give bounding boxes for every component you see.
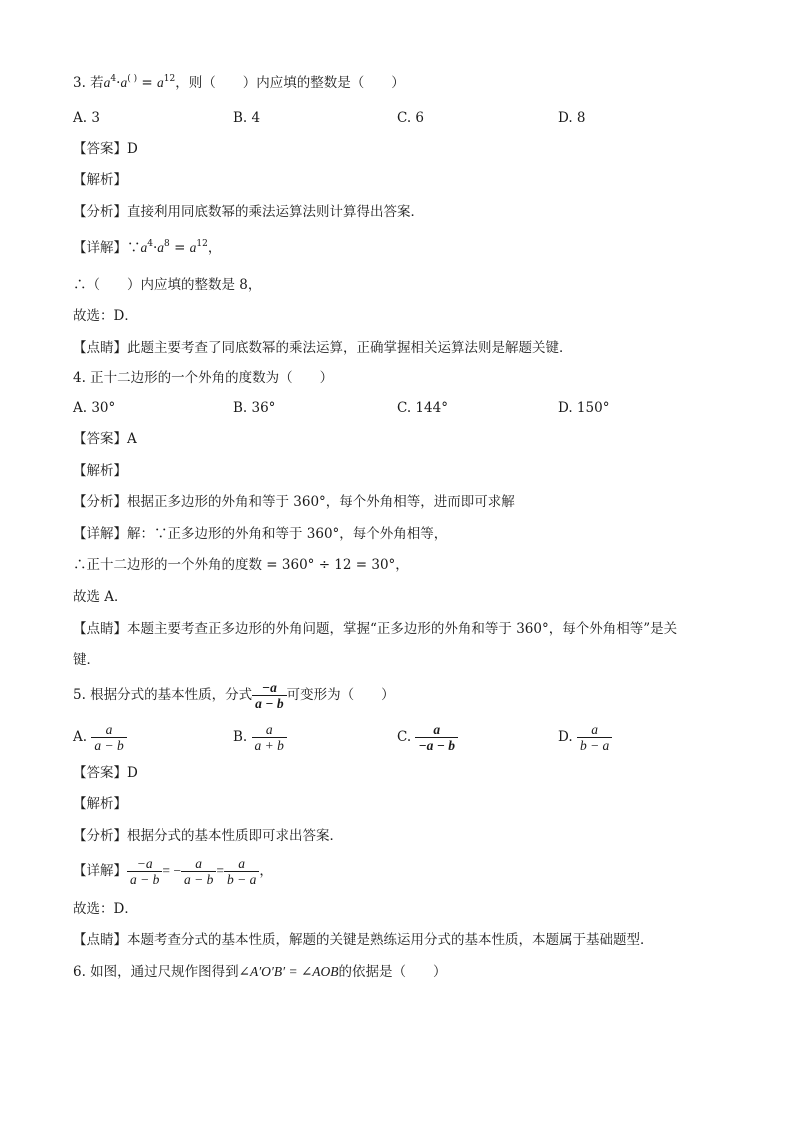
q5-option-a-den: a − b bbox=[91, 737, 126, 754]
q4-option-d: D. 150° bbox=[558, 400, 610, 416]
q5-option-b-num: a bbox=[265, 721, 273, 737]
q3-math-a3: a bbox=[157, 75, 164, 90]
q3-math-a2: a bbox=[120, 75, 128, 90]
q3-math-exp3: 12 bbox=[163, 74, 176, 84]
q5-stem-prefix: 5. 根据分式的基本性质，分式 bbox=[73, 687, 253, 703]
q5-option-b-label: B. bbox=[233, 729, 248, 745]
q3-detail-a2: a bbox=[157, 240, 165, 255]
q5-detail-fraction-3 bbox=[224, 856, 259, 888]
q4-dianjing-line2: 键． bbox=[73, 652, 100, 668]
q3-stem-prefix: 3. 若 bbox=[73, 75, 104, 91]
q5-option-a-num: a bbox=[105, 721, 113, 737]
q3-detail-a3: a bbox=[189, 240, 197, 255]
q5-detail-suffix: ， bbox=[259, 863, 273, 879]
q5-detail-prefix: 【详解】 bbox=[73, 863, 127, 879]
q4-choose: 故选 A． bbox=[73, 589, 128, 605]
q4-answer: 【答案】A bbox=[73, 431, 137, 447]
q4-dianjing-line1: 【点睛】本题主要考查正多边形的外角问题，掌握“正多边形的外角和等于 360°，每个外角相等”是关 bbox=[73, 621, 678, 637]
q5-detail-f2-num: a bbox=[195, 855, 203, 871]
q4-analysis-title: 【解析】 bbox=[73, 463, 127, 479]
q5-detail-f2-den: a − b bbox=[181, 871, 216, 888]
q5-choose: 故选：D． bbox=[73, 901, 138, 917]
q5-stem-numerator: −a bbox=[261, 679, 277, 695]
q5-option-b-den: a + b bbox=[252, 737, 287, 754]
q5-detail bbox=[73, 854, 273, 888]
q4-therefore: ∴正十二边形的一个外角的度数 = 360° ÷ 12 = 30°， bbox=[73, 557, 409, 573]
q3-detail-exp3: 12 bbox=[196, 239, 208, 249]
q5-detail-f1-num: −a bbox=[136, 855, 153, 871]
q5-stem bbox=[73, 678, 395, 712]
q3-detail bbox=[73, 238, 221, 258]
q3-fenxi: 【分析】直接利用同底数幂的乘法运算法则计算得出答案． bbox=[73, 204, 424, 220]
q3-math-exp1: 4 bbox=[110, 74, 117, 84]
q3-therefore: ∴（ ）内应填的整数是 8， bbox=[73, 277, 262, 293]
q3-detail-exp1: 4 bbox=[147, 239, 153, 249]
q5-dianjing: 【点睛】本题考查分式的基本性质，解题的关键是熟练运用分式的基本性质，本题属于基础题型． bbox=[73, 932, 654, 948]
q5-detail-f3-den: b − a bbox=[224, 871, 259, 888]
q5-detail-eq1: = − bbox=[162, 863, 181, 878]
q3-analysis-title: 【解析】 bbox=[73, 172, 127, 188]
q3-math-dot: · bbox=[116, 75, 121, 91]
q6-stem-suffix: 的依据是（ ） bbox=[338, 964, 447, 980]
q3-choose: 故选：D． bbox=[73, 308, 138, 324]
q3-option-c: C. 6 bbox=[397, 110, 425, 126]
q5-answer: 【答案】D bbox=[73, 765, 138, 781]
q5-option-d-den: b − a bbox=[577, 737, 612, 754]
q4-option-c: C. 144° bbox=[397, 400, 448, 416]
q3-detail-dot: · bbox=[152, 240, 158, 256]
q5-option-a bbox=[73, 720, 127, 754]
q3-detail-prefix: 【详解】∵ bbox=[73, 240, 141, 256]
q3-option-d: D. 8 bbox=[558, 110, 586, 126]
q5-option-a-fraction bbox=[91, 722, 126, 754]
q6-stem-prefix: 6. 如图，通过尺规作图得到 bbox=[73, 964, 239, 980]
q5-option-b bbox=[233, 720, 287, 754]
q3-option-b: B. 4 bbox=[233, 110, 261, 126]
q3-stem bbox=[73, 73, 405, 93]
q5-analysis-title: 【解析】 bbox=[73, 796, 127, 812]
q5-stem-suffix: 可变形为（ ） bbox=[286, 687, 395, 703]
q5-option-d-label: D. bbox=[558, 729, 573, 745]
q3-detail-a1: a bbox=[140, 240, 148, 255]
q5-detail-f3-num: a bbox=[238, 855, 246, 871]
q5-detail-f1-den: a − b bbox=[127, 871, 162, 888]
q3-math-a1: a bbox=[103, 75, 111, 90]
q5-option-c-label: C. bbox=[397, 729, 412, 745]
q4-option-a: A. 30° bbox=[73, 400, 116, 416]
q5-detail-fraction-1 bbox=[127, 856, 162, 888]
q3-detail-suffix: ， bbox=[207, 240, 222, 256]
q3-dianjing: 【点睛】此题主要考查了同底数幂的乘法运算，正确掌握相关运算法则是解题关键． bbox=[73, 340, 573, 356]
q4-option-b: B. 36° bbox=[233, 400, 276, 416]
q5-fenxi: 【分析】根据分式的基本性质即可求出答案． bbox=[73, 828, 343, 844]
q3-answer: 【答案】D bbox=[73, 141, 138, 157]
q4-detail: 【详解】解：∵正多边形的外角和等于 360°，每个外角相等， bbox=[73, 526, 448, 542]
q6-stem bbox=[73, 962, 447, 982]
q6-stem-math: ∠A′O′B′ = ∠AOB bbox=[238, 964, 339, 979]
q3-math-exp2: ( ) bbox=[127, 74, 138, 84]
q5-option-b-fraction bbox=[252, 722, 287, 754]
q4-fenxi: 【分析】根据正多边形的外角和等于 360°，每个外角相等，进而即可求解 bbox=[73, 494, 515, 510]
q3-detail-eq: = bbox=[174, 240, 186, 256]
q5-option-d-num: a bbox=[591, 721, 598, 737]
q5-option-d-fraction bbox=[577, 722, 612, 754]
q5-option-a-label: A. bbox=[73, 729, 88, 745]
q4-stem: 4. 正十二边形的一个外角的度数为（ ） bbox=[73, 370, 334, 386]
q3-math-eq: = bbox=[141, 75, 153, 91]
q5-option-c bbox=[397, 720, 458, 754]
q5-option-c-fraction bbox=[415, 722, 458, 754]
q5-option-d bbox=[558, 720, 612, 754]
q5-detail-fraction-2 bbox=[181, 856, 216, 888]
q3-option-a: A. 3 bbox=[73, 110, 100, 126]
q3-stem-suffix: ，则（ ）内应填的整数是（ ） bbox=[175, 75, 405, 91]
q5-detail-eq2: = bbox=[216, 863, 224, 878]
q5-stem-denominator: a − b bbox=[252, 695, 286, 712]
q5-stem-fraction bbox=[252, 680, 286, 712]
q3-detail-exp2: 8 bbox=[164, 239, 170, 249]
q5-option-c-num: a bbox=[433, 721, 441, 737]
q5-option-c-den: −a − b bbox=[415, 737, 458, 754]
